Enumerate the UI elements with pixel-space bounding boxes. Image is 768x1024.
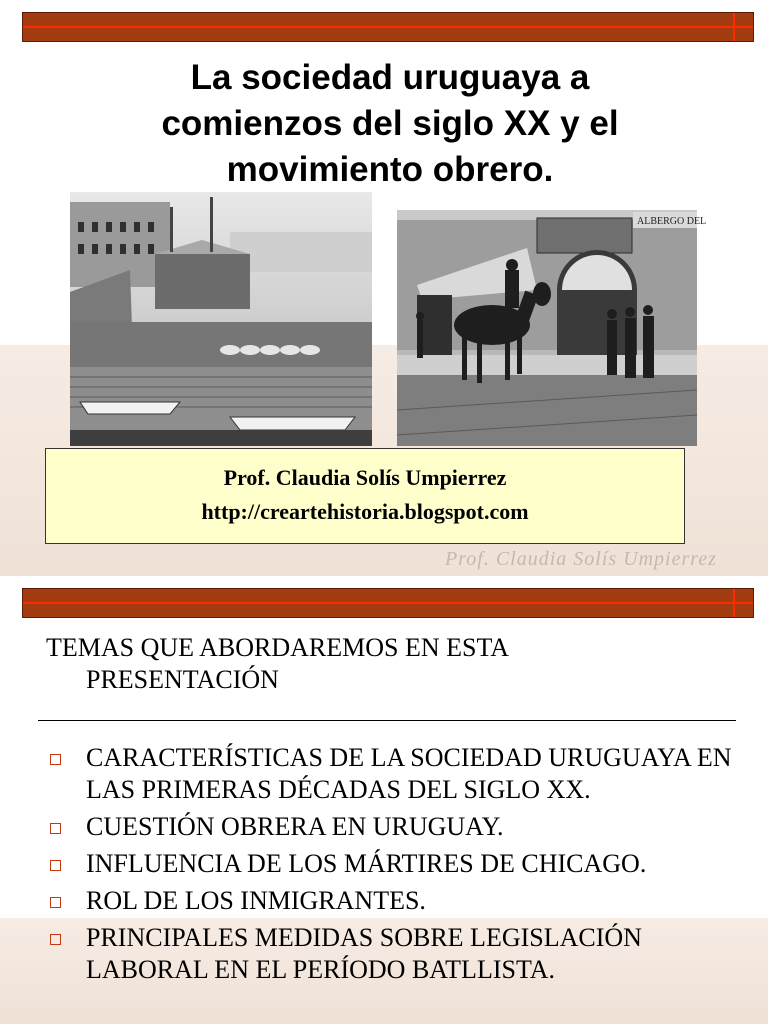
heading-line-2: PRESENTACIÓN [86,665,279,694]
square-bullet-icon [50,754,61,765]
header-bar [22,588,754,618]
heading-line-1: TEMAS QUE ABORDAREMOS EN ESTA [46,633,510,662]
author-credit-box [45,448,685,544]
square-bullet-icon [50,897,61,908]
street-photo [397,210,707,446]
topics-slide [0,576,768,1024]
square-bullet-icon [50,860,61,871]
harbor-photo-icon [70,192,372,446]
list-item: INFLUENCIA DE LOS MÁRTIRES DE CHICAGO. [46,848,756,880]
author-watermark: Prof. Claudia Solís Umpierrez [445,548,717,570]
blog-url[interactable]: http://creartehistoria.blogspot.com [201,499,529,524]
heading-divider [38,720,736,721]
list-item: CUESTIÓN OBRERA EN URUGUAY. [46,811,756,843]
square-bullet-icon [50,934,61,945]
street-horse-photo-icon [397,210,707,446]
topics-heading [46,632,736,696]
header-bar [22,12,754,42]
square-bullet-icon [50,823,61,834]
title-line-3: movimiento obrero. [226,150,554,189]
list-item: PRINCIPALES MEDIDAS SOBRE LEGISLACIÓN LABORAL EN EL PERÍODO BATLLISTA. [46,922,756,986]
title-line-2: comienzos del siglo XX y el [161,104,619,143]
topics-list [46,742,756,991]
slide-title [60,55,720,193]
author-name: Prof. Claudia Solís Umpierrez [223,465,507,490]
title-line-1: La sociedad uruguaya a [190,58,590,97]
list-item: ROL DE LOS INMIGRANTES. [46,885,756,917]
harbor-photo [70,192,372,446]
store-sign-text: ALBERGO DEL [637,216,707,227]
list-item: CARACTERÍSTICAS DE LA SOCIEDAD URUGUAYA EN LAS PRIMERAS DÉCADAS DEL SIGLO XX. [46,742,756,806]
